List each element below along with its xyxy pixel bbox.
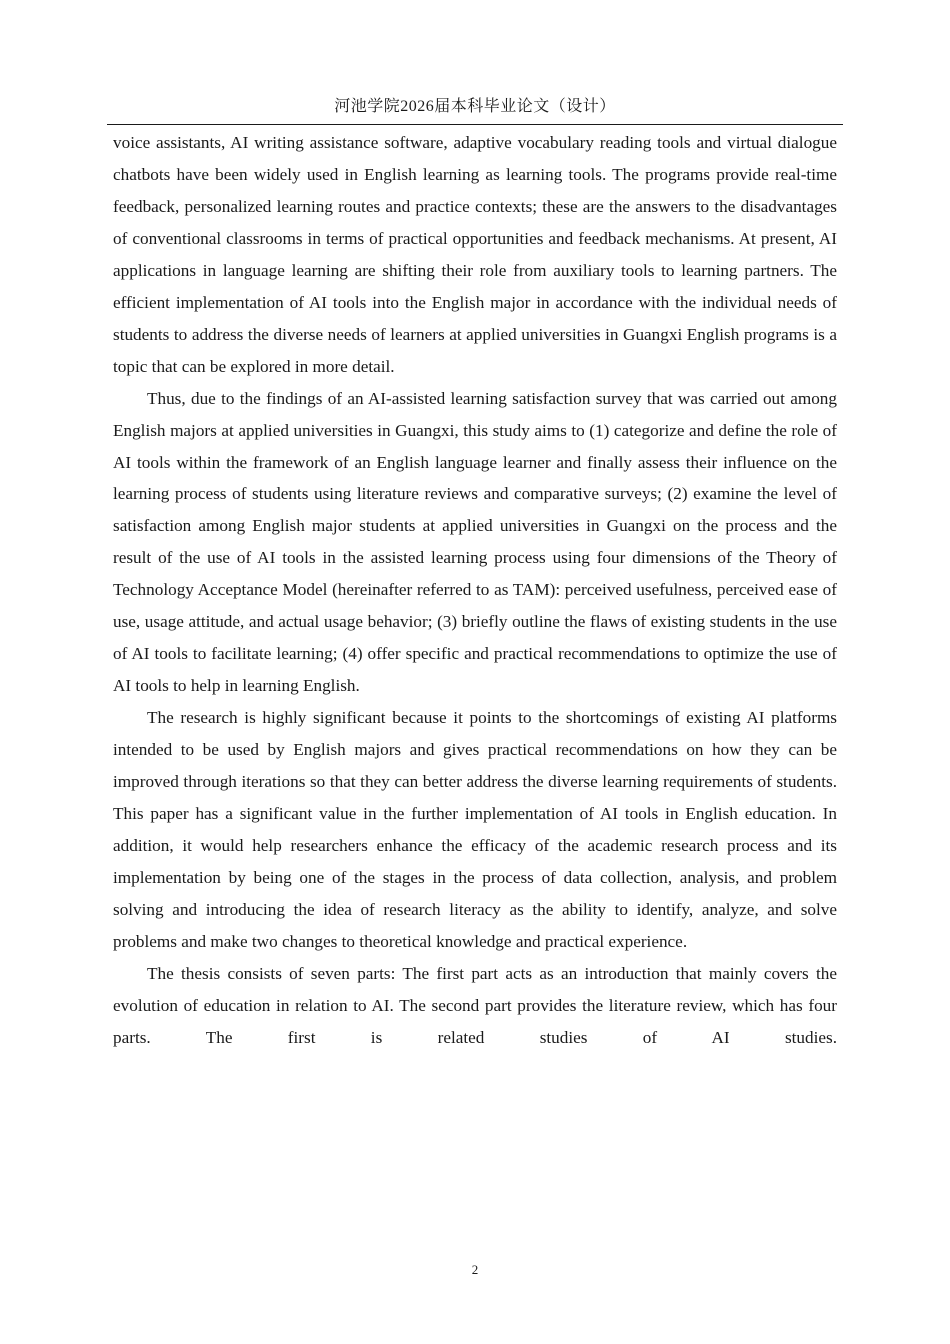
- paragraph-study-aims: Thus, due to the findings of an AI-assisted learning satisfaction survey that was carried out among English majors at applied universities in Guangxi, this study aims to (1) categorize and define the role of AI tools within the framework of an English language learner and finally assess their influence on the learning process of students using literature reviews and comparative surveys; (2) examine the level of satisfaction among English major students at applied universities in Guangxi on the process and the result of the use of AI tools in the assisted learning process using four dimensions of the Theory of Technology Acceptance Model (hereinafter referred to as TAM): perceived usefulness, perceived ease of use, usage attitude, and actual usage behavior; (3) briefly outline the flaws of existing students in the use of AI tools to facilitate learning; (4) offer specific and practical recommendations to optimize the use of AI tools to help in learning English.: [113, 388, 837, 696]
- page-header: 河池学院2026届本科毕业论文（设计）: [334, 98, 616, 115]
- body-text: [113, 127, 837, 1054]
- header-rule: [107, 124, 843, 125]
- paragraph-intro-continued: voice assistants, AI writing assistance software, adaptive vocabulary reading tools and virtual dialogue chatbots have been widely used in English learning as learning tools. The programs provide real-time feedback, personalized learning routes and practice contexts; these are the answers to the disadvantages of conventional classrooms in terms of practical opportunities and feedback mechanisms. At present, AI applications in language learning are shifting their role from auxiliary tools to learning partners. The efficient implementation of AI tools into the English major in accordance with the individual needs of students to address the diverse needs of learners at applied universities in Guangxi English programs is a topic that can be explored in more detail.: [113, 133, 837, 376]
- paragraph-significance: The research is highly significant because it points to the shortcomings of existing AI platforms intended to be used by English majors and gives practical recommendations on how they can be improved through iterations so that they can better address the diverse learning requirements of students. This paper has a significant value in the further implementation of AI tools in English education. In addition, it would help researchers enhance the efficacy of the academic research process and its implementation by being one of the stages in the process of data collection, analysis, and problem solving and introducing the idea of research literacy as the ability to identify, analyze, and solve problems and make two changes to theoretical knowledge and practical experience.: [113, 708, 837, 951]
- paragraph-thesis-structure: The thesis consists of seven parts: The first part acts as an introduction that mainly covers the evolution of education in relation to AI. The second part provides the literature review, which has four parts. The first is related studies of AI studies.: [113, 963, 837, 1047]
- page-number: 2: [471, 1262, 479, 1277]
